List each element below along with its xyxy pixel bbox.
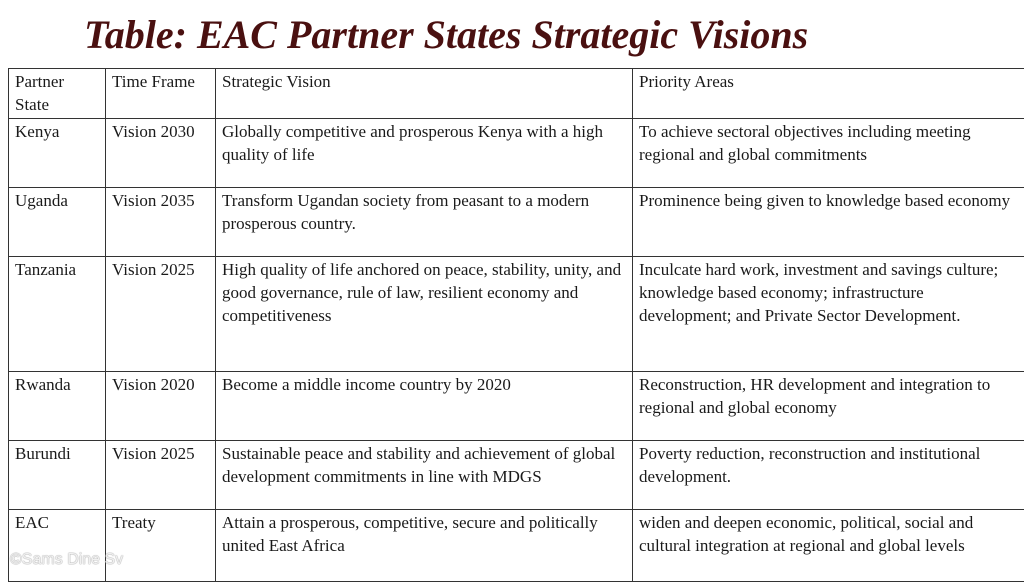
cell-time-frame: Treaty [106,510,216,582]
cell-strategic-vision: Transform Ugandan society from peasant to a modern prosperous country. [216,188,633,257]
cell-time-frame: Vision 2025 [106,441,216,510]
header-partner-state: Partner State [9,69,106,119]
cell-priority-areas: Prominence being given to knowledge based economy [633,188,1024,257]
table-header-row [9,69,1024,119]
cell-priority-areas: Reconstruction, HR development and integration to regional and global economy [633,372,1024,441]
cell-partner-state: Kenya [9,119,106,188]
cell-time-frame: Vision 2025 [106,257,216,372]
copyright-watermark: ©Sams Dine Sv [10,551,123,569]
table-row [9,441,1024,510]
table-row [9,510,1024,582]
cell-priority-areas: Poverty reduction, reconstruction and institutional development. [633,441,1024,510]
cell-strategic-vision: Globally competitive and prosperous Kenya with a high quality of life [216,119,633,188]
cell-partner-state: Tanzania [9,257,106,372]
cell-strategic-vision: High quality of life anchored on peace, stability, unity, and good governance, rule of law, resilient economy and competitiveness [216,257,633,372]
strategic-visions-table [8,68,1024,582]
cell-strategic-vision: Attain a prosperous, competitive, secure and politically united East Africa [216,510,633,582]
table-row [9,257,1024,372]
header-time-frame: Time Frame [106,69,216,119]
cell-partner-state: Rwanda [9,372,106,441]
table-row [9,372,1024,441]
cell-strategic-vision: Sustainable peace and stability and achievement of global development commitments in line with MDGS [216,441,633,510]
slide-title: Table: EAC Partner States Strategic Visions [84,8,808,62]
cell-priority-areas: Inculcate hard work, investment and savings culture; knowledge based economy; infrastructure development; and Private Sector Development. [633,257,1024,372]
cell-priority-areas: To achieve sectoral objectives including meeting regional and global commitments [633,119,1024,188]
header-strategic-vision: Strategic Vision [216,69,633,119]
cell-partner-state: EAC [9,510,106,582]
cell-strategic-vision: Become a middle income country by 2020 [216,372,633,441]
cell-time-frame: Vision 2035 [106,188,216,257]
cell-time-frame: Vision 2020 [106,372,216,441]
table-row [9,119,1024,188]
header-priority-areas: Priority Areas [633,69,1024,119]
table-row [9,188,1024,257]
cell-partner-state: Burundi [9,441,106,510]
cell-partner-state: Uganda [9,188,106,257]
cell-priority-areas: widen and deepen economic, political, social and cultural integration at regional and global levels [633,510,1024,582]
cell-time-frame: Vision 2030 [106,119,216,188]
